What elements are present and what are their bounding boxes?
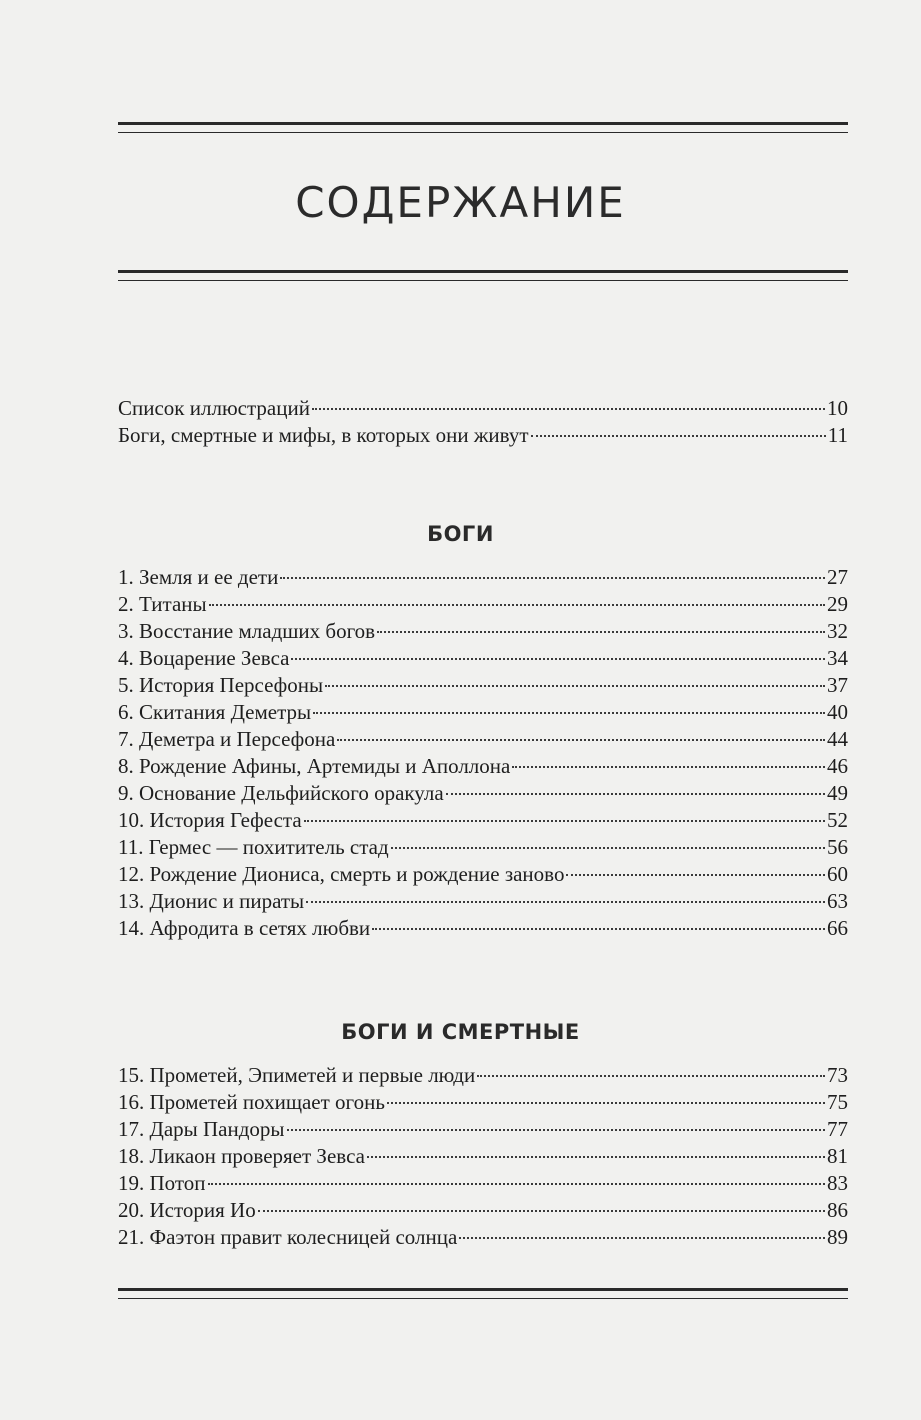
dot-leader	[280, 577, 825, 579]
toc-entry-title: 18. Ликаон проверяет Зевса	[118, 1144, 365, 1168]
dot-leader	[304, 820, 825, 822]
top-rule	[118, 122, 848, 133]
toc-entry-page: 73	[827, 1063, 848, 1087]
dot-leader	[312, 408, 825, 410]
toc-entry-title: 11. Гермес — похититель стад	[118, 835, 389, 859]
toc-entry	[118, 726, 848, 753]
toc-entry	[118, 1089, 848, 1116]
toc-entry-title: 21. Фаэтон правит колесницей солнца	[118, 1225, 458, 1249]
dot-leader	[566, 874, 825, 876]
dot-leader	[258, 1210, 825, 1212]
toc-entry-title: 19. Потоп	[118, 1171, 206, 1195]
dot-leader	[208, 1183, 825, 1185]
toc-entry-title: 20. История Ио	[118, 1198, 256, 1222]
toc-entry-title: 9. Основание Дельфийского оракула	[118, 781, 444, 805]
toc-entry	[118, 834, 848, 861]
toc-entry-page: 52	[827, 808, 848, 832]
toc-entry-title: 14. Афродита в сетях любви	[118, 916, 371, 940]
toc-entry-page: 10	[827, 396, 848, 420]
toc-entry	[118, 1170, 848, 1197]
toc-entry-title: 17. Дары Пандоры	[118, 1117, 285, 1141]
dot-leader	[337, 739, 825, 741]
toc-entry	[118, 753, 848, 780]
toc-entry-page: 86	[827, 1198, 848, 1222]
toc-entry	[118, 861, 848, 888]
intro-list	[118, 395, 848, 449]
toc-entry-page: 75	[827, 1090, 848, 1114]
dot-leader	[287, 1129, 825, 1131]
toc-entry-title: 15. Прометей, Эпиметей и первые люди	[118, 1063, 476, 1087]
gods-mortals-list	[118, 1062, 848, 1251]
dot-leader	[446, 793, 825, 795]
toc-entry-page: 34	[827, 646, 848, 670]
toc-entry	[118, 672, 848, 699]
toc-entry-page: 60	[827, 862, 848, 886]
page-title: СОДЕРЖАНИЕ	[295, 178, 626, 227]
title-underline-rule	[118, 270, 848, 281]
toc-entry	[118, 1143, 848, 1170]
toc-entry-title: 7. Деметра и Персефона	[118, 727, 336, 751]
dot-leader	[391, 847, 825, 849]
section-heading-gods: БОГИ	[427, 522, 494, 546]
dot-leader	[291, 658, 825, 660]
toc-entry	[118, 564, 848, 591]
toc-entry-title: 16. Прометей похищает огонь	[118, 1090, 385, 1114]
bottom-rule	[118, 1288, 848, 1299]
toc-entry	[118, 780, 848, 807]
dot-leader	[372, 928, 825, 930]
toc-entry-page: 63	[827, 889, 848, 913]
toc-entry-page: 81	[827, 1144, 848, 1168]
toc-entry-page: 29	[827, 592, 848, 616]
toc-entry-page: 46	[827, 754, 848, 778]
toc-entry-page: 89	[827, 1225, 848, 1249]
dot-leader	[512, 766, 825, 768]
dot-leader	[209, 604, 825, 606]
toc-entry-title: Боги, смертные и мифы, в которых они живут	[118, 423, 529, 447]
toc-entry-title: 12. Рождение Диониса, смерть и рождение заново	[118, 862, 565, 886]
toc-entry-title: 6. Скитания Деметры	[118, 700, 312, 724]
dot-leader	[377, 631, 825, 633]
toc-entry-title: 2. Титаны	[118, 592, 207, 616]
toc-entry-page: 27	[827, 565, 848, 589]
toc-entry-title: 4. Воцарение Зевса	[118, 646, 290, 670]
toc-entry-page: 83	[827, 1171, 848, 1195]
toc-entry	[118, 1224, 848, 1251]
toc-entry	[118, 618, 848, 645]
dot-leader	[477, 1075, 825, 1077]
toc-entry-title: 3. Восстание младших богов	[118, 619, 376, 643]
dot-leader	[306, 901, 825, 903]
toc-entry-page: 56	[827, 835, 848, 859]
toc-entry-title: 5. История Персефоны	[118, 673, 324, 697]
toc-entry	[118, 591, 848, 618]
toc-entry-title: 10. История Гефеста	[118, 808, 302, 832]
toc-entry-title: 13. Дионис и пираты	[118, 889, 305, 913]
toc-entry-page: 40	[827, 700, 848, 724]
toc-entry-title: Список иллюстраций	[118, 396, 310, 420]
toc-entry-page: 77	[827, 1117, 848, 1141]
toc-entry	[118, 1062, 848, 1089]
gods-list	[118, 564, 848, 942]
toc-entry	[118, 395, 848, 422]
dot-leader	[459, 1237, 825, 1239]
toc-entry	[118, 1116, 848, 1143]
toc-entry	[118, 888, 848, 915]
toc-entry	[118, 422, 848, 449]
toc-entry-title: 1. Земля и ее дети	[118, 565, 279, 589]
toc-entry-page: 44	[827, 727, 848, 751]
toc-entry-page: 32	[827, 619, 848, 643]
toc-entry-page: 49	[827, 781, 848, 805]
toc-entry	[118, 1197, 848, 1224]
toc-entry-title: 8. Рождение Афины, Артемиды и Аполлона	[118, 754, 511, 778]
toc-entry	[118, 645, 848, 672]
dot-leader	[387, 1102, 825, 1104]
toc-entry-page: 11	[827, 423, 848, 447]
toc-entry-page: 66	[827, 916, 848, 940]
toc-entry	[118, 915, 848, 942]
dot-leader	[313, 712, 825, 714]
section-heading-gods-mortals: БОГИ И СМЕРТНЫЕ	[341, 1020, 580, 1044]
toc-entry-page: 37	[827, 673, 848, 697]
toc-entry	[118, 807, 848, 834]
dot-leader	[325, 685, 825, 687]
dot-leader	[531, 435, 826, 437]
dot-leader	[367, 1156, 825, 1158]
toc-entry	[118, 699, 848, 726]
